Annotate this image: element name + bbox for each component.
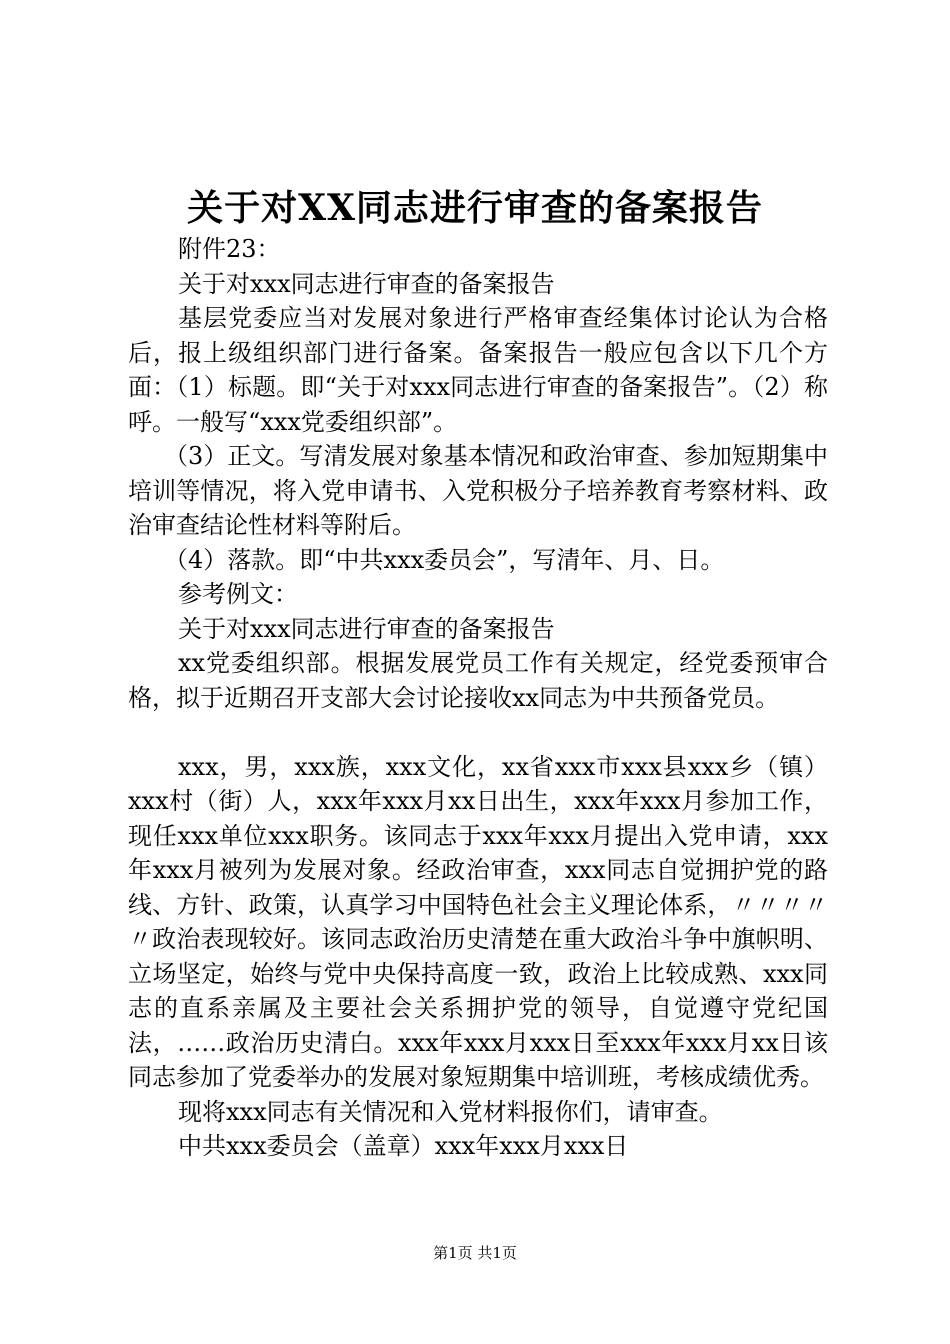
example-paragraph: 现将xxx同志有关情况和入党材料报你们，请审查。: [178, 1097, 723, 1126]
page-footer: 第1页 共1页: [433, 1244, 517, 1262]
example-heading: 关于对xxx同志进行审查的备案报告: [178, 614, 555, 643]
attachment-label: 附件23：: [178, 235, 281, 263]
body-paragraph: 基层党委应当对发展对象进行严格审查经集体讨论认为合格后，报上级组织部门进行备案。备案报告一般应包含以下几个方面：（1）标题。即“关于对xxx同志进行审查的备案报告”。（2）称呼。一般写“xxx党委组织部”。: [128, 304, 828, 436]
blank-line: [128, 715, 828, 750]
document-title: 关于对XX同志进行审查的备案报告: [187, 187, 763, 229]
document-body: [128, 232, 828, 1164]
section-heading: 关于对xxx同志进行审查的备案报告: [178, 269, 555, 298]
example-label: 参考例文：: [178, 580, 298, 608]
example-paragraph: xxx，男，xxx族，xxx文化，xx省xxx市xxx县xxx乡（镇）xxx村（街）人，xxx年xxx月xx日出生，xxx年xxx月参加工作，现任xxx单位xxx职务。该同志于xxx年xxx月提出入党申请，xxx年xxx月被列为发展对象。经政治审查，xxx同志自觉拥护党的路线、方针、政策，认真学习中国特色社会主义理论体系，〃〃〃〃〃政治表现较好。该同志政治历史清楚在重大政治斗争中旗帜明、立场坚定，始终与党中央保持高度一致，政治上比较成熟、xxx同志的直系亲属及主要社会关系拥护党的领导，自觉遵守党纪国法，……政治历史清白。xxx年xxx月xxx日至xxx年xxx月xx日该同志参加了党委举办的发展对象短期集中培训班，考核成绩优秀。: [128, 752, 828, 1091]
body-paragraph: （4）落款。即“中共xxx委员会”，写清年、月、日。: [164, 545, 725, 574]
signature-line: 中共xxx委员会（盖章）xxx年xxx月xxx日: [178, 1132, 629, 1160]
body-paragraph: （3）正文。写清发展对象基本情况和政治审查、参加短期集中培训等情况，将入党申请书、入党积极分子培养教育考察材料、政治审查结论性材料等附后。: [128, 442, 828, 539]
example-paragraph: xx党委组织部。根据发展党员工作有关规定，经党委预审合格，拟于近期召开支部大会讨论接收xx同志为中共预备党员。: [128, 649, 828, 712]
